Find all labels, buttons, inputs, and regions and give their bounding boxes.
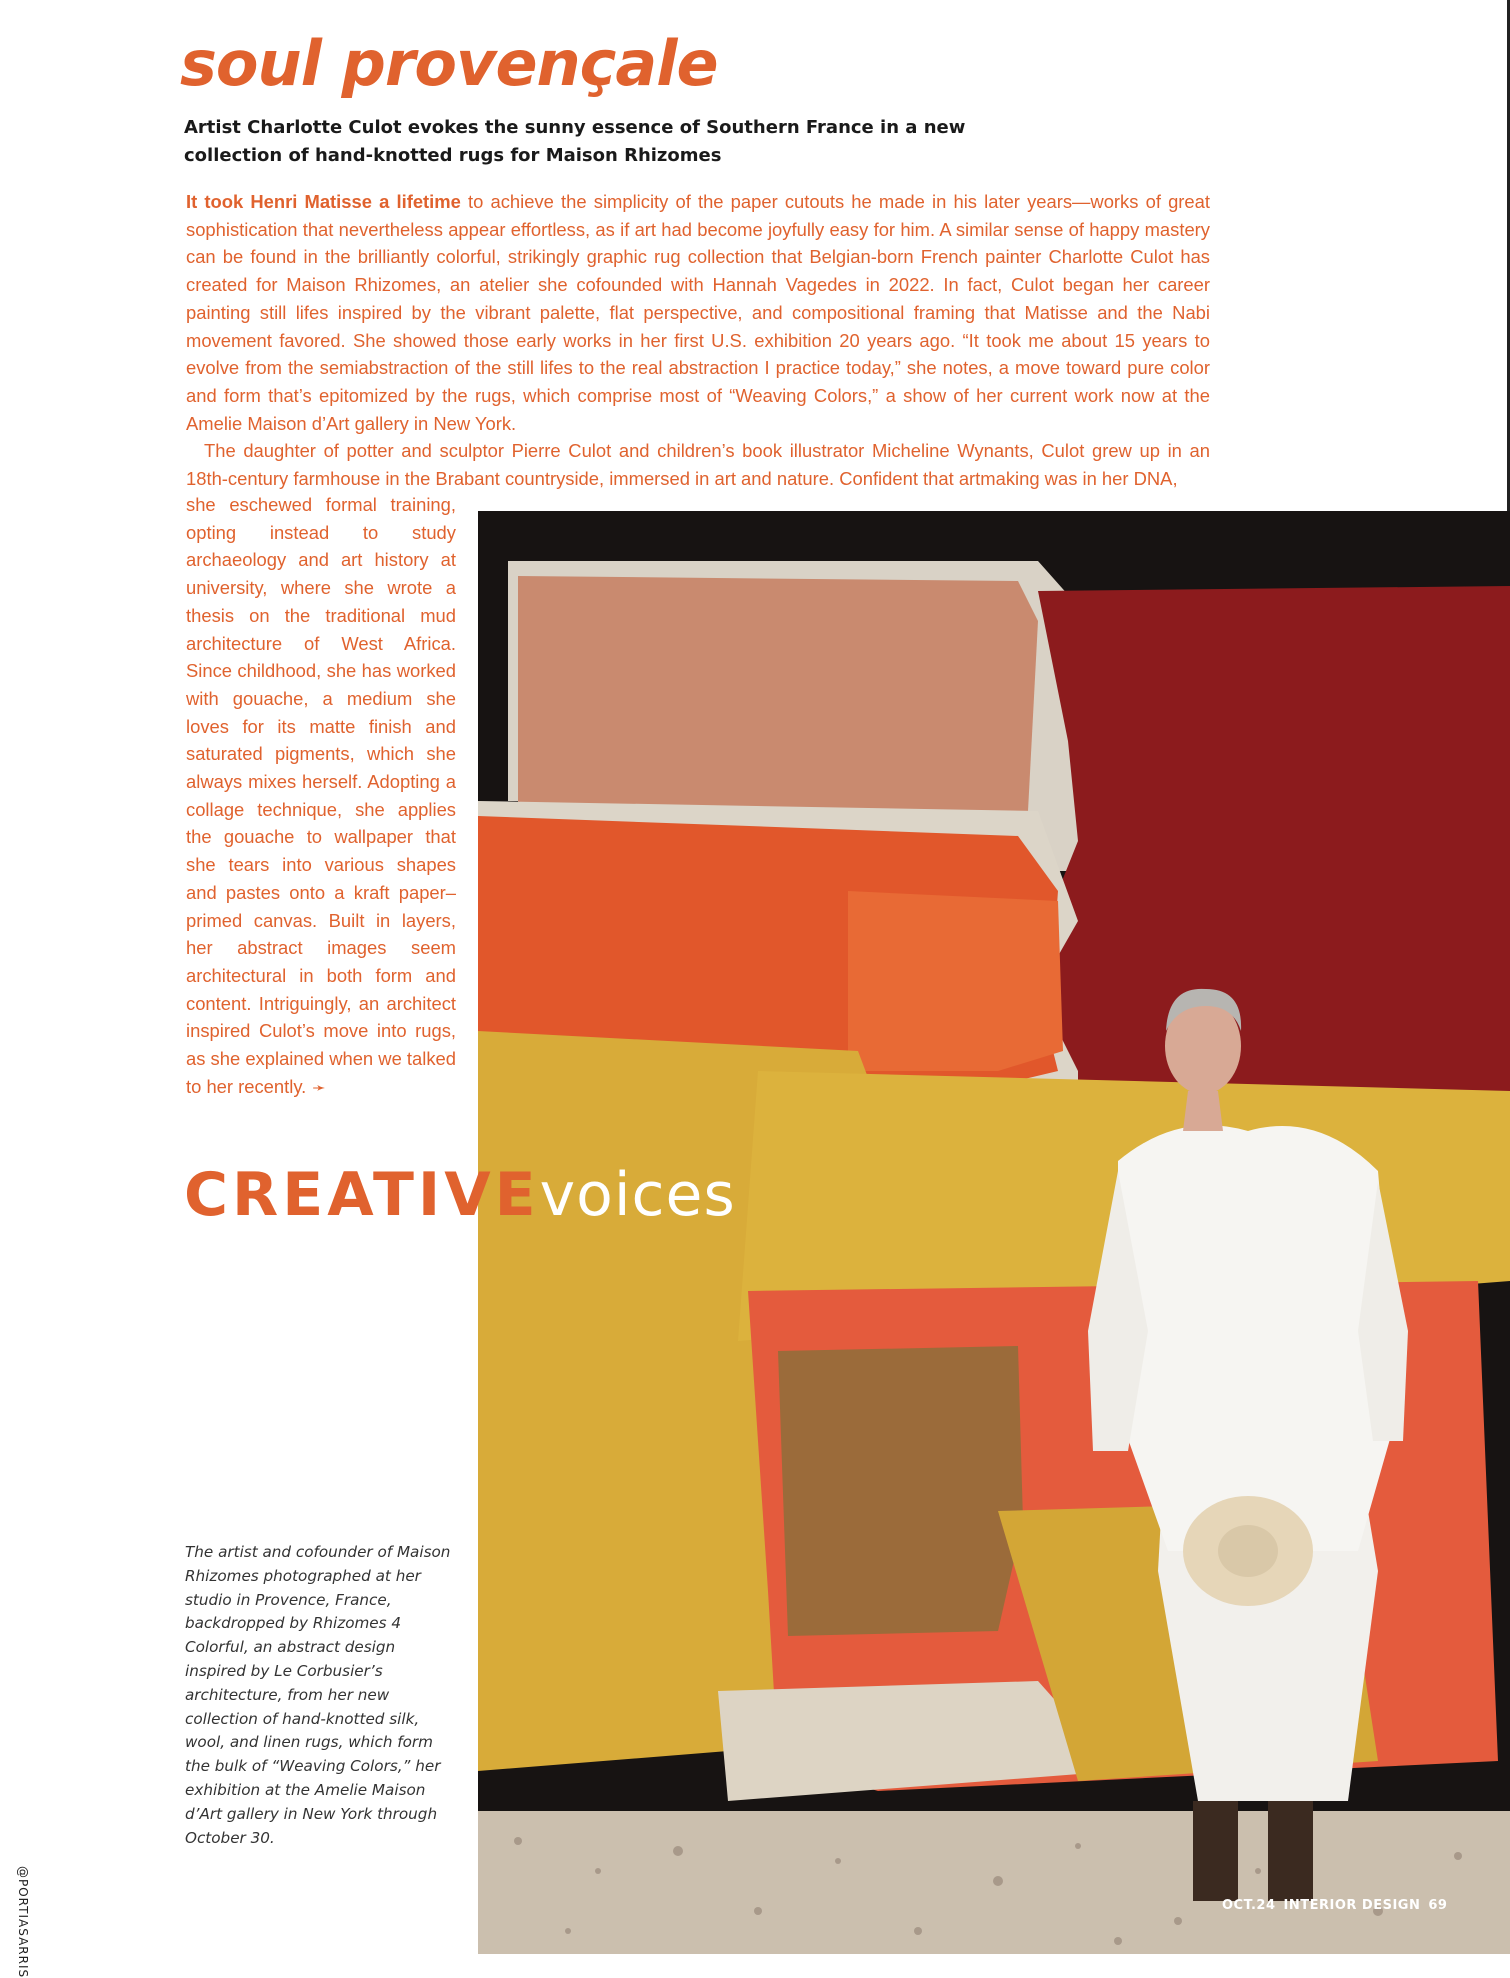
paragraph-1: [186, 188, 1210, 437]
paragraph-1-text: to achieve the simplicity of the paper cutouts he made in his later years—works of great sophistication that nevertheless appear effortless, as if art had become joyfully easy for him. A similar sense of happy mastery can be found in the brilliantly colorful, strikingly graphic rug collection that Belgian-born French painter Charlotte Culot has created for Maison Rhizomes, an atelier she cofounded with Hannah Vagedes in 2022. In fact, Culot began her career painting still lifes inspired by the vibrant palette, flat perspective, and compositional framing that Matisse and the Nabi movement favored. She showed those early works in her first U.S. exhibition 20 years ago. “It took me about 15 years to evolve from the semiabstraction of the still lifes to the real abstraction I practice today,” she notes, a move toward pure color and form that’s epitomized by the rugs, which comprise most of “Weaving Colors,” a show of her current work now at the Amelie Maison d’Art gallery in New York.: [186, 191, 1210, 434]
section-title: [184, 1155, 736, 1235]
rug-red-block: [1018, 586, 1510, 1131]
folio-magazine: INTERIOR DESIGN: [1283, 1898, 1421, 1913]
end-mark-icon: ➛: [312, 1079, 326, 1097]
rug-pink-block: [518, 576, 1038, 811]
paragraph-2-column: she eschewed formal training, opting instead to study archaeology and art history at university, where she wrote a thesis on the traditional mud architecture of West Africa. Since childhood, she has worked with gouache, a medium she loves for its matte finish and saturated pigments, which she always mixes herself. Adopting a collage technique, she applies the gouache to wallpaper that she tears into various shapes and pastes onto a kraft paper–primed canvas. Built in layers, her abstract images seem architectural in both form and content. Intriguingly, an architect inspired Culot’s move into rugs, as she explained when we talked to her recently.: [186, 494, 456, 1097]
photo-credit: @PORTIASARRIS: [16, 1866, 30, 1978]
section-title-voices: voices: [539, 1160, 736, 1230]
rug-brown-inset: [778, 1346, 1023, 1636]
article-headline: soul provençale: [180, 27, 718, 100]
page-folio: [1222, 1898, 1447, 1913]
article-body-top: [186, 188, 1210, 493]
paragraph-2-top: The daughter of potter and sculptor Pierre Culot and children’s book illustrator Micheline Wynants, Culot grew up in an 18th-century farmhouse in the Brabant countryside, immersed in art and nature. Confident that artmaking was in her DNA,: [186, 440, 1210, 490]
folio-issue: OCT.24: [1222, 1898, 1276, 1913]
photo-caption: The artist and cofounder of Maison Rhizomes photographed at her studio in Provence, France, backdropped by Rhizomes 4 Colorful, an abstract design inspired by Le Corbusier’s architecture, from her new collection of hand-knotted silk, wool, and linen rugs, which form the bulk of “Weaving Colors,” her exhibition at the Amelie Maison d’Art gallery in New York through October 30.: [185, 1543, 451, 1847]
rug-orange-right: [848, 891, 1063, 1071]
lead-in: It took Henri Matisse a lifetime: [186, 191, 461, 212]
article-dek: Artist Charlotte Culot evokes the sunny essence of Southern France in a new collection of hand-knotted rugs for Maison Rhizomes: [184, 117, 966, 166]
section-title-creative: CREATIVE: [184, 1160, 540, 1230]
article-body-column: [186, 491, 456, 1102]
folio-page-number: 69: [1428, 1898, 1448, 1913]
